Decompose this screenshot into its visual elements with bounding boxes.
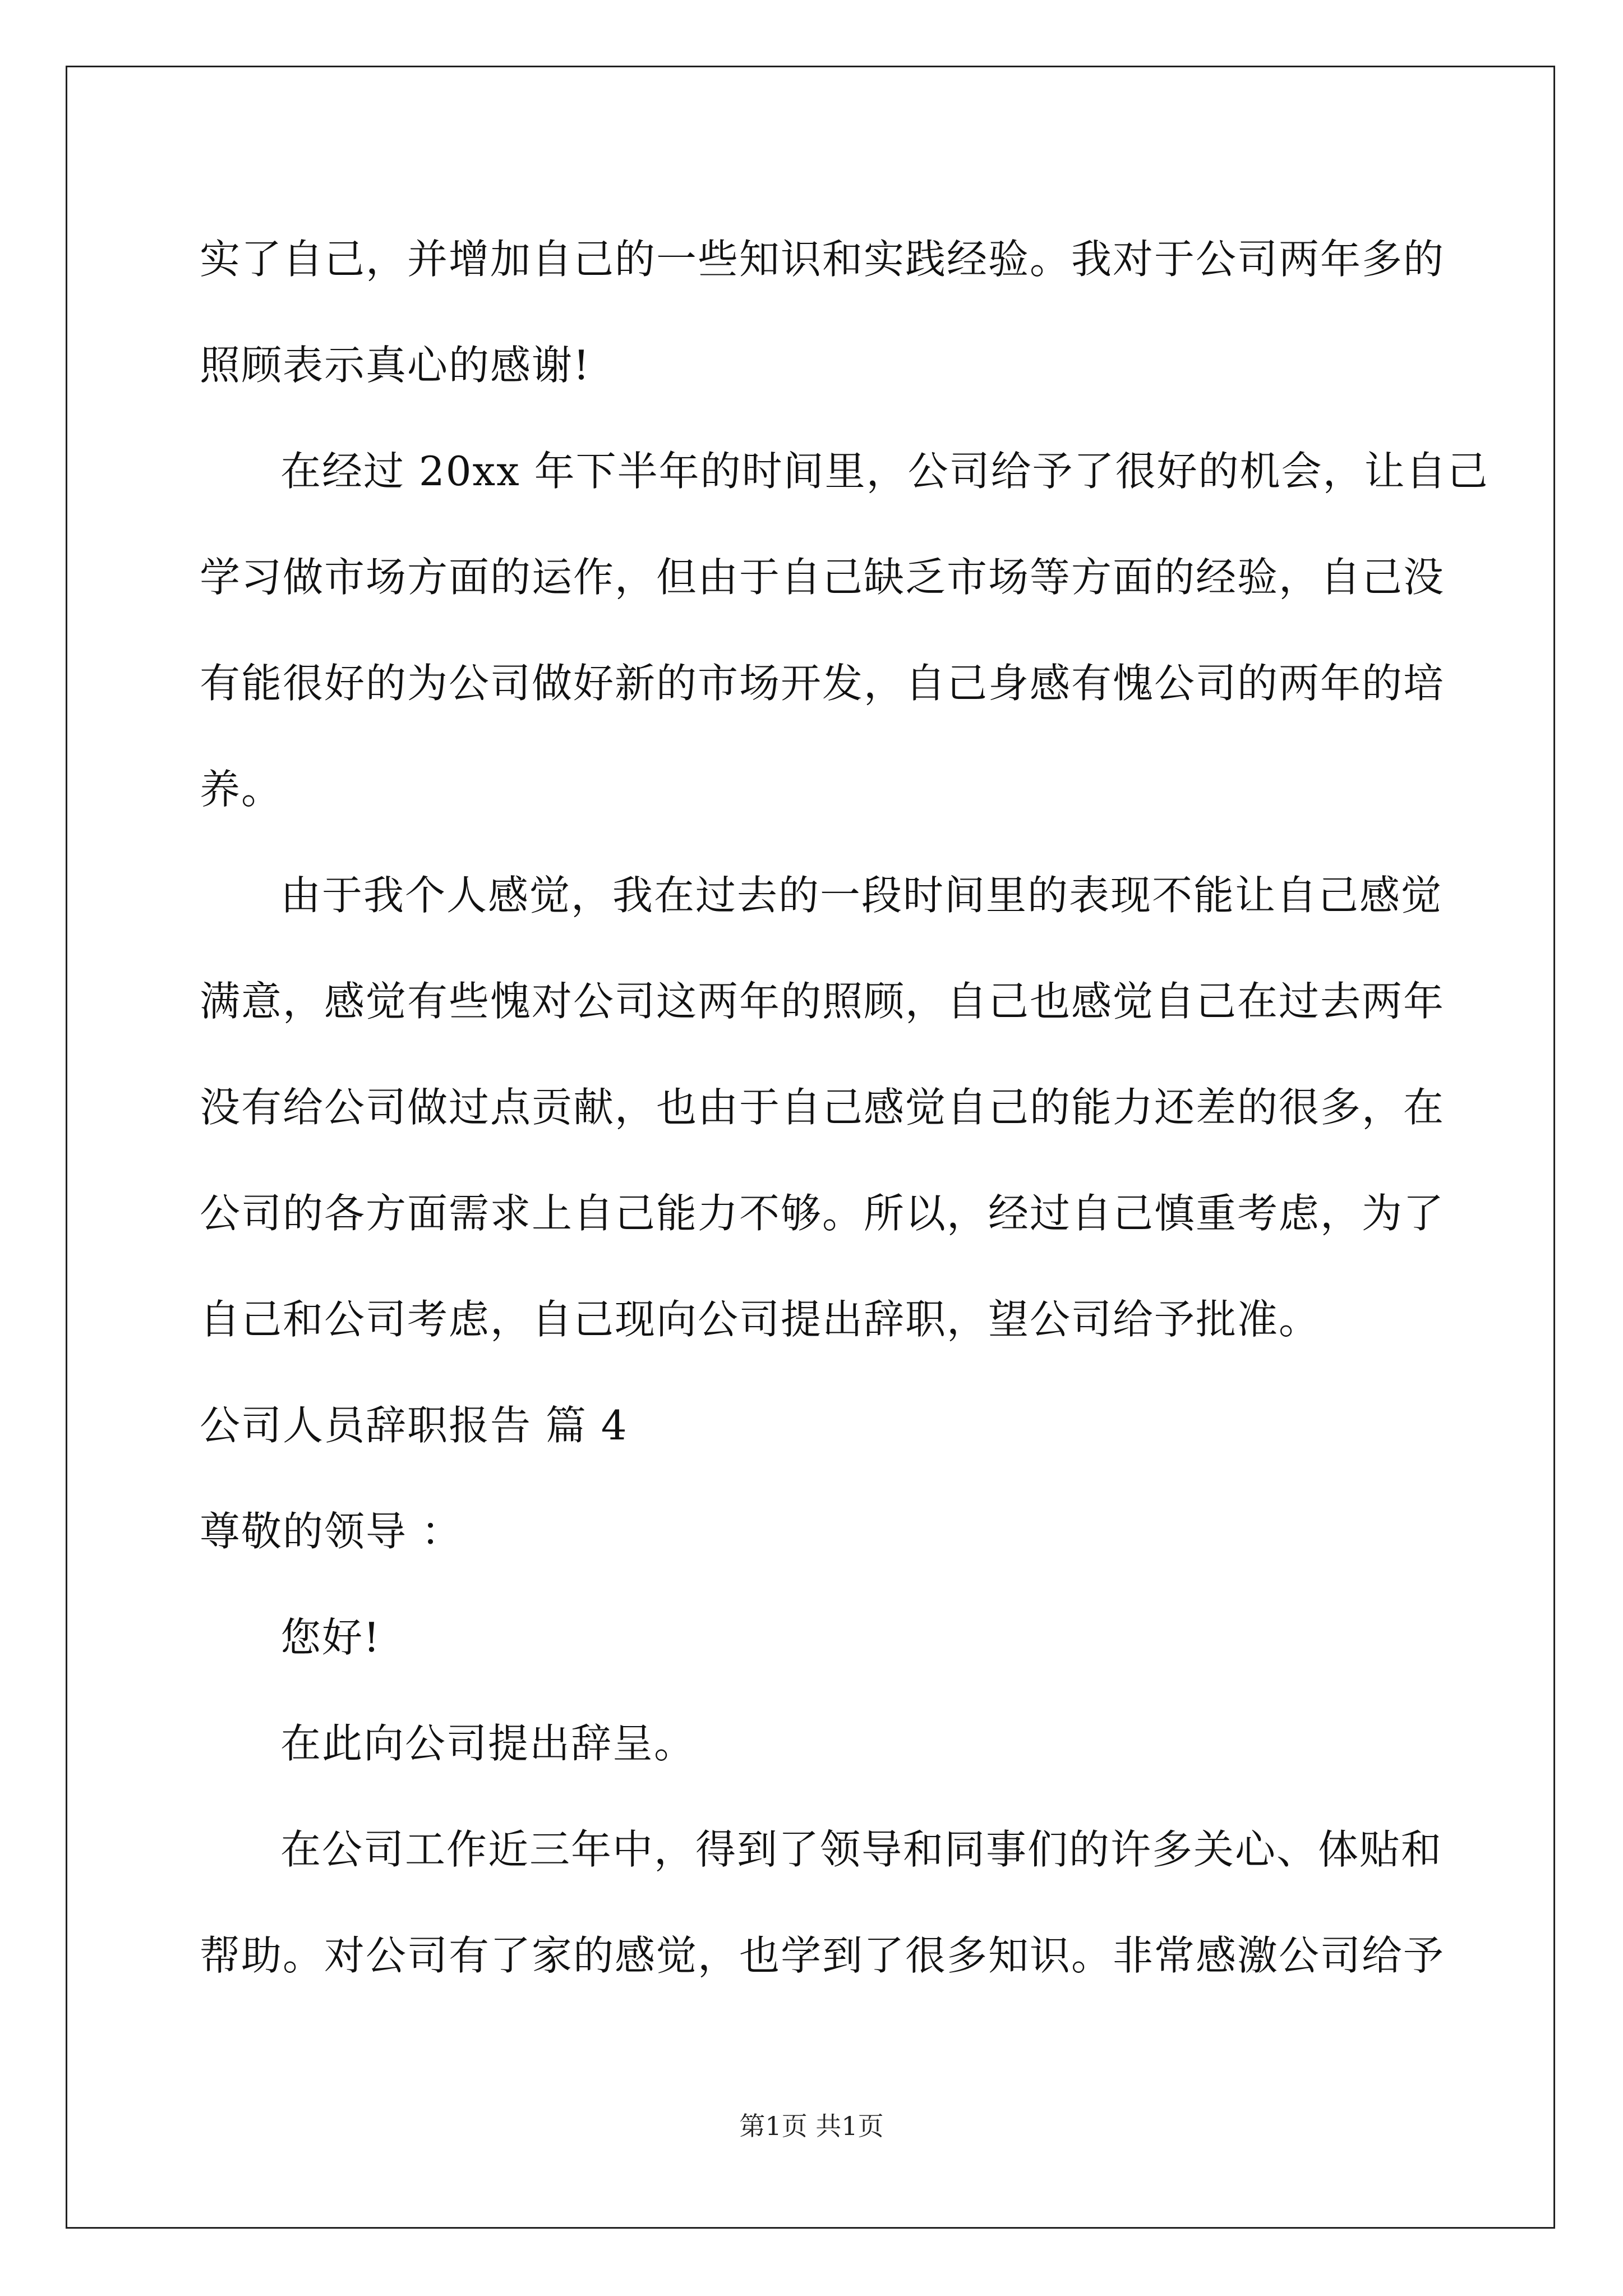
paragraph-line: 实了自己，并增加自己的一些知识和实践经验。我对于公司两年多的 bbox=[200, 236, 1445, 283]
paragraph-line: 在公司工作近三年中，得到了领导和同事们的许多关心、体贴和 bbox=[280, 1826, 1443, 1873]
paragraph-line: 自己和公司考虑，自己现向公司提出辞职，望公司给予批准。 bbox=[200, 1296, 1321, 1343]
paragraph-line: 没有给公司做过点贡献，也由于自己感觉自己的能力还差的很多，在 bbox=[200, 1084, 1445, 1131]
paragraph-line: 由于我个人感觉，我在过去的一段时间里的表现不能让自己感觉 bbox=[280, 872, 1443, 919]
paragraph-line: 在经过 20xx 年下半年的时间里，公司给予了很好的机会，让自己 bbox=[280, 448, 1489, 495]
paragraph-line: 在此向公司提出辞呈。 bbox=[280, 1720, 696, 1767]
paragraph-line: 满意，感觉有些愧对公司这两年的照顾，自己也感觉自己在过去两年 bbox=[200, 978, 1445, 1025]
section-heading: 公司人员辞职报告 篇 4 bbox=[200, 1402, 628, 1449]
salutation: 尊敬的领导 ： bbox=[200, 1508, 463, 1555]
greeting: 您好! bbox=[280, 1614, 381, 1661]
paragraph-line: 学习做市场方面的运作，但由于自己缺乏市场等方面的经验，自己没 bbox=[200, 554, 1445, 601]
paragraph-line: 照顾表示真心的感谢! bbox=[200, 342, 591, 389]
page-number-footer: 第1页 共1页 bbox=[739, 2111, 884, 2141]
paragraph-line: 养。 bbox=[200, 766, 283, 813]
paragraph-line: 有能很好的为公司做好新的市场开发，自己身感有愧公司的两年的培 bbox=[200, 660, 1445, 707]
paragraph-line: 公司的各方面需求上自己能力不够。所以，经过自己慎重考虑，为了 bbox=[200, 1190, 1445, 1237]
paragraph-line: 帮助。对公司有了家的感觉，也学到了很多知识。非常感激公司给予 bbox=[200, 1932, 1445, 1979]
document-body bbox=[200, 206, 1489, 2009]
